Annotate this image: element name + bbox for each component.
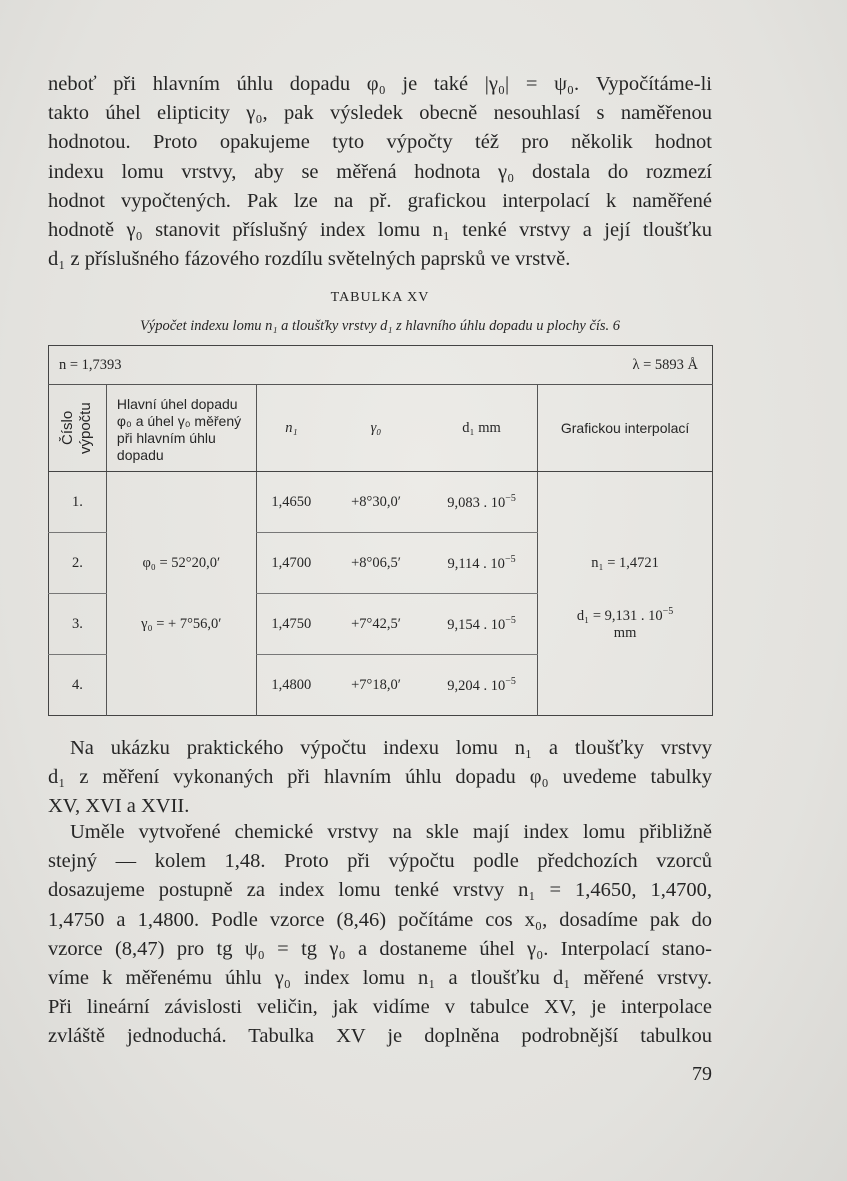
page-number: 79 bbox=[692, 1063, 712, 1085]
row-gamma0: +8°30,0′ bbox=[326, 472, 426, 533]
row-n1: 1,4700 bbox=[256, 533, 326, 594]
wavelength-lambda: λ = 5893 Å bbox=[326, 346, 712, 385]
header-d1: d₁ mm bbox=[426, 385, 538, 472]
text-line: hodnotě γ₀ stanovit příslušný index lomu n₁ tenké vrstvy a její tloušťku bbox=[48, 219, 712, 242]
table-row bbox=[49, 472, 713, 533]
row-d1-exp: −5 bbox=[505, 675, 516, 687]
table-top-row bbox=[49, 346, 713, 385]
header-n1: n₁ bbox=[256, 385, 326, 472]
text-line: d₁ z příslušného fázového rozdílu světelných paprsků ve vrstvě. bbox=[48, 248, 571, 271]
table-row bbox=[49, 594, 713, 655]
text-line: XV, XVI a XVII. bbox=[48, 795, 190, 818]
top-paragraph bbox=[48, 70, 712, 274]
text-line: zvláště jednoduchá. Tabulka XV je doplněna podrobnější tabulkou bbox=[48, 1025, 712, 1048]
row-d1-mantissa: 9,154 . 10 bbox=[447, 616, 506, 633]
row-num: 2. bbox=[49, 533, 107, 594]
row-n1: 1,4800 bbox=[256, 655, 326, 716]
row-d1 bbox=[426, 594, 538, 655]
data-table bbox=[48, 345, 713, 716]
interp-d1 bbox=[538, 594, 713, 655]
header-hlavni-uhel: Hlavní úhel dopadu φ₀ a úhel γ₀ měřený při hlavním úhlu dopadu bbox=[106, 385, 256, 472]
row-gamma0: +7°18,0′ bbox=[351, 676, 401, 693]
row-num: 4. bbox=[72, 676, 83, 693]
text-line: vzorce (8,47) pro tg ψ₀ = tg γ₀ a dostaneme úhel γ₀. Interpolací stano- bbox=[48, 937, 712, 960]
text-line: 1,4750 a 1,4800. Podle vzorce (8,46) počítáme cos x₀, dosadíme pak do bbox=[48, 908, 712, 931]
header-gamma0: γ₀ bbox=[326, 385, 426, 472]
paragraph-2 bbox=[48, 734, 712, 822]
row-gamma0: +7°42,5′ bbox=[326, 594, 426, 655]
row-d1-exp: −5 bbox=[505, 614, 516, 626]
header-cislo bbox=[49, 385, 107, 472]
text-line: hodnot vypočtených. Pak lze na př. grafickou interpolací k naměřené bbox=[48, 189, 712, 212]
interp-d1-exp: −5 bbox=[662, 606, 674, 617]
measured-phi0: φ₀ = 52°20,0′ bbox=[106, 533, 256, 594]
table-row bbox=[49, 533, 713, 594]
interp-d1-mantissa: d₁ = 9,131 . 10 bbox=[576, 608, 663, 624]
row-num: 3. bbox=[49, 594, 107, 655]
row-n1: 1,4750 bbox=[256, 594, 326, 655]
row-d1-exp: −5 bbox=[504, 553, 516, 565]
row-gamma0: +8°06,5′ bbox=[326, 533, 426, 594]
table-caption: Výpočet indexu lomu n₁ a tloušťky vrstvy d₁ z hlavního úhlu dopadu u plochy čís. 6 bbox=[139, 318, 621, 334]
row-num: 1. bbox=[49, 472, 107, 533]
header-cislo-text: Číslo výpočtu bbox=[59, 402, 95, 454]
text-line: neboť při hlavním úhlu dopadu φ₀ je také |γ₀| = ψ₀. Vypočítáme-li bbox=[48, 73, 712, 95]
text-line: indexu lomu vrstvy, aby se měřená hodnota γ₀ dostala do rozmezí bbox=[48, 160, 712, 183]
text-line: Na ukázku praktického výpočtu indexu lomu n₁ a tloušťky vrstvy bbox=[70, 737, 712, 759]
interp-n1: n₁ = 1,4721 bbox=[538, 533, 713, 594]
text-line: takto úhel elipticity γ₀, pak výsledek obecně nesouhlasí s naměřenou bbox=[48, 102, 712, 125]
row-d1-mantissa: 9,083 . 10 bbox=[447, 494, 506, 511]
row-d1 bbox=[426, 472, 538, 533]
row-d1-mantissa: 9,114 . 10 bbox=[447, 555, 505, 572]
text-line: Uměle vytvořené chemické vrstvy na skle mají index lomu přibližně bbox=[70, 821, 712, 843]
header-graf: Grafickou interpolací bbox=[538, 385, 713, 472]
text-line: stejný — kolem 1,48. Proto při výpočtu podle předchozích vzorců bbox=[48, 850, 712, 873]
interp-cell-empty bbox=[538, 472, 713, 533]
row-n1: 1,4650 bbox=[256, 472, 326, 533]
text-line: dosazujeme postupně za index lomu tenké vrstvy n₁ = 1,4650, 1,4700, bbox=[48, 879, 712, 902]
text-line: hodnotou. Proto opakujeme tyto výpočty též pro několik hodnot bbox=[48, 131, 712, 154]
interp-cell-empty bbox=[538, 655, 713, 716]
text-line: Při lineární závislosti veličin, jak vidíme v tabulce XV, je interpolace bbox=[48, 996, 712, 1019]
row-d1 bbox=[426, 533, 538, 594]
interp-d1-unit: mm bbox=[613, 625, 637, 641]
refractive-index-n: n = 1,7393 bbox=[49, 346, 327, 385]
row-d1-exp: −5 bbox=[505, 492, 516, 504]
table-title: TABULKA XV bbox=[330, 290, 430, 305]
table-header-row bbox=[49, 385, 713, 472]
table-row bbox=[49, 655, 713, 716]
measured-cell-empty bbox=[106, 655, 256, 716]
row-d1-mantissa: 9,204 . 10 bbox=[447, 677, 506, 694]
text-line: d₁ z měření vykonaných při hlavním úhlu dopadu φ₀ uvedeme tabulky bbox=[48, 766, 712, 789]
measured-cell-empty bbox=[106, 472, 256, 533]
measured-gamma0: γ₀ = + 7°56,0′ bbox=[106, 594, 256, 655]
paragraph-3 bbox=[48, 818, 712, 1052]
text-line: víme k měřenému úhlu γ₀ index lomu n₁ a tloušťku d₁ měřené vrstvy. bbox=[48, 967, 712, 990]
row-d1 bbox=[426, 655, 538, 716]
